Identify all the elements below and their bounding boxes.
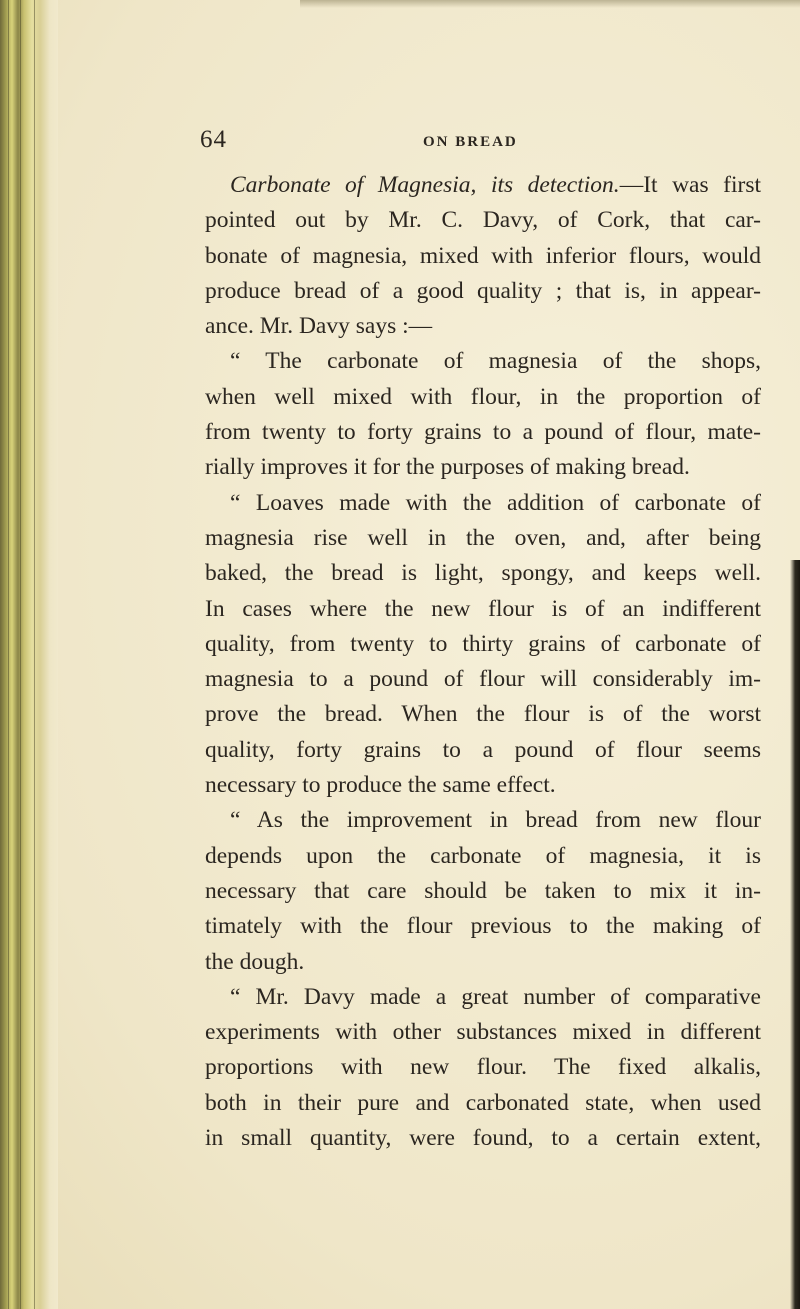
running-head: ON BREAD [423, 134, 518, 150]
text-line [205, 168, 761, 203]
text-line: from twenty to forty grains to a pound of flour, mate- [205, 419, 761, 446]
text-line: timately with the flour previous to the making of [205, 913, 761, 940]
page-right-edge [790, 560, 800, 1309]
text-line-rest: —It was first [619, 172, 761, 198]
text-line: in small quantity, were found, to a certain extent, [205, 1125, 761, 1152]
text-line: bonate of magnesia, mixed with inferior flours, would [205, 242, 761, 269]
binding-crease [8, 0, 9, 1309]
text-line: produce bread of a good quality ; that is, in appear- [205, 277, 761, 304]
text-line: baked, the bread is light, spongy, and keeps well. [205, 560, 761, 587]
text-line: necessary to produce the same effect. [205, 772, 556, 799]
body-text [205, 168, 761, 1156]
text-line: magnesia rise well in the oven, and, after being [205, 524, 761, 551]
text-line: magnesia to a pound of flour will considerably im- [205, 666, 761, 693]
binding-crease [34, 0, 35, 1309]
text-line: “ The carbonate of magnesia of the shops, [230, 348, 761, 375]
text-line: rially improves it for the purposes of making bread. [205, 454, 690, 481]
page-top-shadow [300, 0, 800, 8]
text-line: experiments with other substances mixed in different [205, 1019, 761, 1046]
text-line: quality, forty grains to a pound of flour seems [205, 736, 761, 763]
text-line: pointed out by Mr. C. Davy, of Cork, that car- [205, 207, 761, 234]
text-line: prove the bread. When the flour is of the worst [205, 701, 761, 728]
text-line: “ Mr. Davy made a great number of comparative [230, 983, 761, 1010]
text-line: the dough. [205, 948, 305, 975]
binding-crease [20, 0, 21, 1309]
text-line: proportions with new flour. The fixed alkalis, [205, 1054, 761, 1081]
text-line: both in their pure and carbonated state, when used [205, 1089, 761, 1116]
page-number: 64 [200, 126, 227, 153]
text-line: In cases where the new flour is of an indifferent [205, 595, 761, 622]
text-line: ance. Mr. Davy says :— [205, 313, 433, 340]
text-line: when well mixed with flour, in the proportion of [205, 383, 761, 410]
text-line: depends upon the carbonate of magnesia, it is [205, 842, 761, 869]
text-line: quality, from twenty to thirty grains of carbonate of [205, 630, 761, 657]
text-line: necessary that care should be taken to mix it in- [205, 877, 761, 904]
text-line: “ Loaves made with the addition of carbonate of [230, 489, 761, 516]
page-header [200, 126, 760, 166]
section-heading: Carbonate of Magnesia, its detection. [230, 172, 620, 198]
text-line: “ As the improvement in bread from new flour [230, 807, 761, 834]
